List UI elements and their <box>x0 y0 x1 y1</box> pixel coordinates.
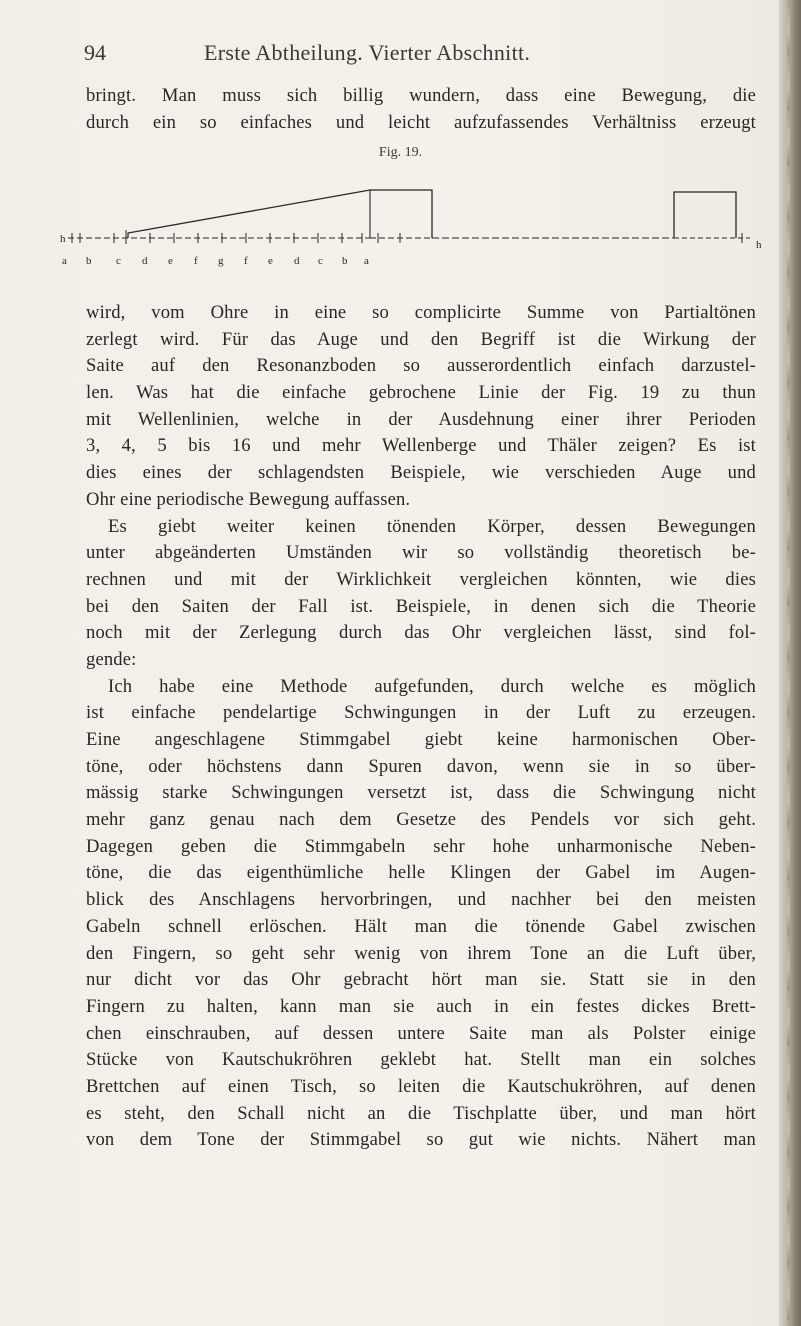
label-h-right: h <box>756 239 762 251</box>
text-line: dies eines der schlagendsten Beispiele, wie verschieden Auge und <box>86 462 756 484</box>
broken-line-diagram <box>60 176 770 272</box>
text-line: von dem Tone der Stimmgabel so gut wie nichts. Nähert man <box>86 1129 756 1151</box>
text-line: mit Wellenlinien, welche in der Ausdehnung einer ihrer Perioden <box>86 408 756 430</box>
text-line: Dagegen geben die Stimmgabeln sehr hohe unharmonische Neben- <box>86 835 756 857</box>
figure-19 <box>60 176 770 272</box>
text-line: len. Was hat die einfache gebrochene Linie der Fig. 19 zu thun <box>86 382 756 404</box>
text-line: unter abgeänderten Umständen wir so vollständig theoretisch be- <box>86 542 756 564</box>
point-label: a <box>364 255 369 267</box>
page-number: 94 <box>84 40 106 65</box>
text-line: Fingern zu halten, kann man sie auch in ein festes dickes Brett- <box>86 995 756 1017</box>
text-line: Gabeln schnell erlöschen. Hält man die tönende Gabel zwischen <box>86 915 756 937</box>
point-label: f <box>244 255 248 267</box>
label-h-left: h <box>60 233 66 245</box>
text-line: den Fingern, so geht sehr wenig von ihrem Tone an die Luft über, <box>86 942 756 964</box>
text-line: bringt. Man muss sich billig wundern, dass eine Bewegung, die <box>86 85 756 106</box>
text-line: Stücke von Kautschukröhren geklebt hat. Stellt man ein solches <box>86 1049 756 1071</box>
point-label: e <box>168 255 173 267</box>
text-line: töne, oder höchstens dann Spuren davon, wenn sie in so über- <box>86 755 756 777</box>
point-label: e <box>268 255 273 267</box>
text-line: zerlegt wird. Für das Auge und den Begriff ist die Wirkung der <box>86 328 756 350</box>
text-line: bei den Saiten der Fall ist. Beispiele, in denen sich die Theorie <box>86 595 756 617</box>
paragraph-main <box>86 300 756 1154</box>
text-line: töne, die das eigenthümliche helle Klingen der Gabel im Augen- <box>86 862 756 884</box>
text-line: noch mit der Zerlegung durch das Ohr vergleichen lässt, sind fol- <box>86 622 756 644</box>
text-line: Ich habe eine Methode aufgefunden, durch welche es möglich <box>108 675 756 697</box>
text-line: Ohr eine periodische Bewegung auffassen. <box>86 488 411 510</box>
point-label: d <box>294 255 300 267</box>
point-label: c <box>318 255 323 267</box>
text-line: wird, vom Ohre in eine so complicirte Summe von Partialtönen <box>86 302 756 323</box>
point-label: b <box>342 255 348 267</box>
text-line: 3, 4, 5 bis 16 und mehr Wellenberge und Thäler zeigen? Es ist <box>86 435 756 457</box>
string-shape-left <box>128 190 432 238</box>
point-label: f <box>194 255 198 267</box>
book-spine-edge <box>779 0 801 1326</box>
text-line: mehr ganz genau nach dem Gesetze des Pendels vor sich geht. <box>86 809 756 831</box>
text-line: Eine angeschlagene Stimmgabel giebt keine harmonischen Ober- <box>86 729 756 750</box>
text-line: durch ein so einfaches und leicht aufzufassendes Verhältniss erzeugt <box>86 111 756 133</box>
text-line: Es giebt weiter keinen tönenden Körper, dessen Bewegungen <box>108 515 756 537</box>
point-labels <box>62 255 369 267</box>
page-header <box>84 40 756 74</box>
point-label: d <box>142 255 148 267</box>
text-line: es steht, den Schall nicht an die Tischplatte über, und man hört <box>86 1102 756 1124</box>
figure-caption: Fig. 19. <box>378 145 423 160</box>
point-label: c <box>116 255 121 267</box>
text-line: blick des Anschlagens hervorbringen, und nachher bei den meisten <box>86 889 756 911</box>
running-title: Erste Abtheilung. Vierter Abschnitt. <box>204 40 531 65</box>
text-line: rechnen und mit der Wirklichkeit vergleichen könnten, wie dies <box>86 568 756 590</box>
text-line: ist einfache pendelartige Schwingungen in der Luft zu erzeugen. <box>86 702 756 724</box>
text-line: mässig starke Schwingungen versetzt ist, dass die Schwingung nicht <box>86 782 756 804</box>
point-label: g <box>218 255 224 267</box>
text-line: Brettchen auf einen Tisch, so leiten die Kautschukröhren, auf denen <box>86 1075 756 1097</box>
text-line: Saite auf den Resonanzboden so ausserordentlich einfach darzustel- <box>86 355 756 377</box>
point-label: a <box>62 255 67 267</box>
text-line: chen einschrauben, auf dessen untere Saite man als Polster einige <box>86 1022 756 1044</box>
paragraph-top <box>86 83 756 136</box>
point-label: b <box>86 255 92 267</box>
string-shape-right <box>674 192 736 238</box>
text-line: nur dicht vor das Ohr gebracht hört man sie. Statt sie in den <box>86 969 756 991</box>
text-line: gende: <box>86 648 137 670</box>
